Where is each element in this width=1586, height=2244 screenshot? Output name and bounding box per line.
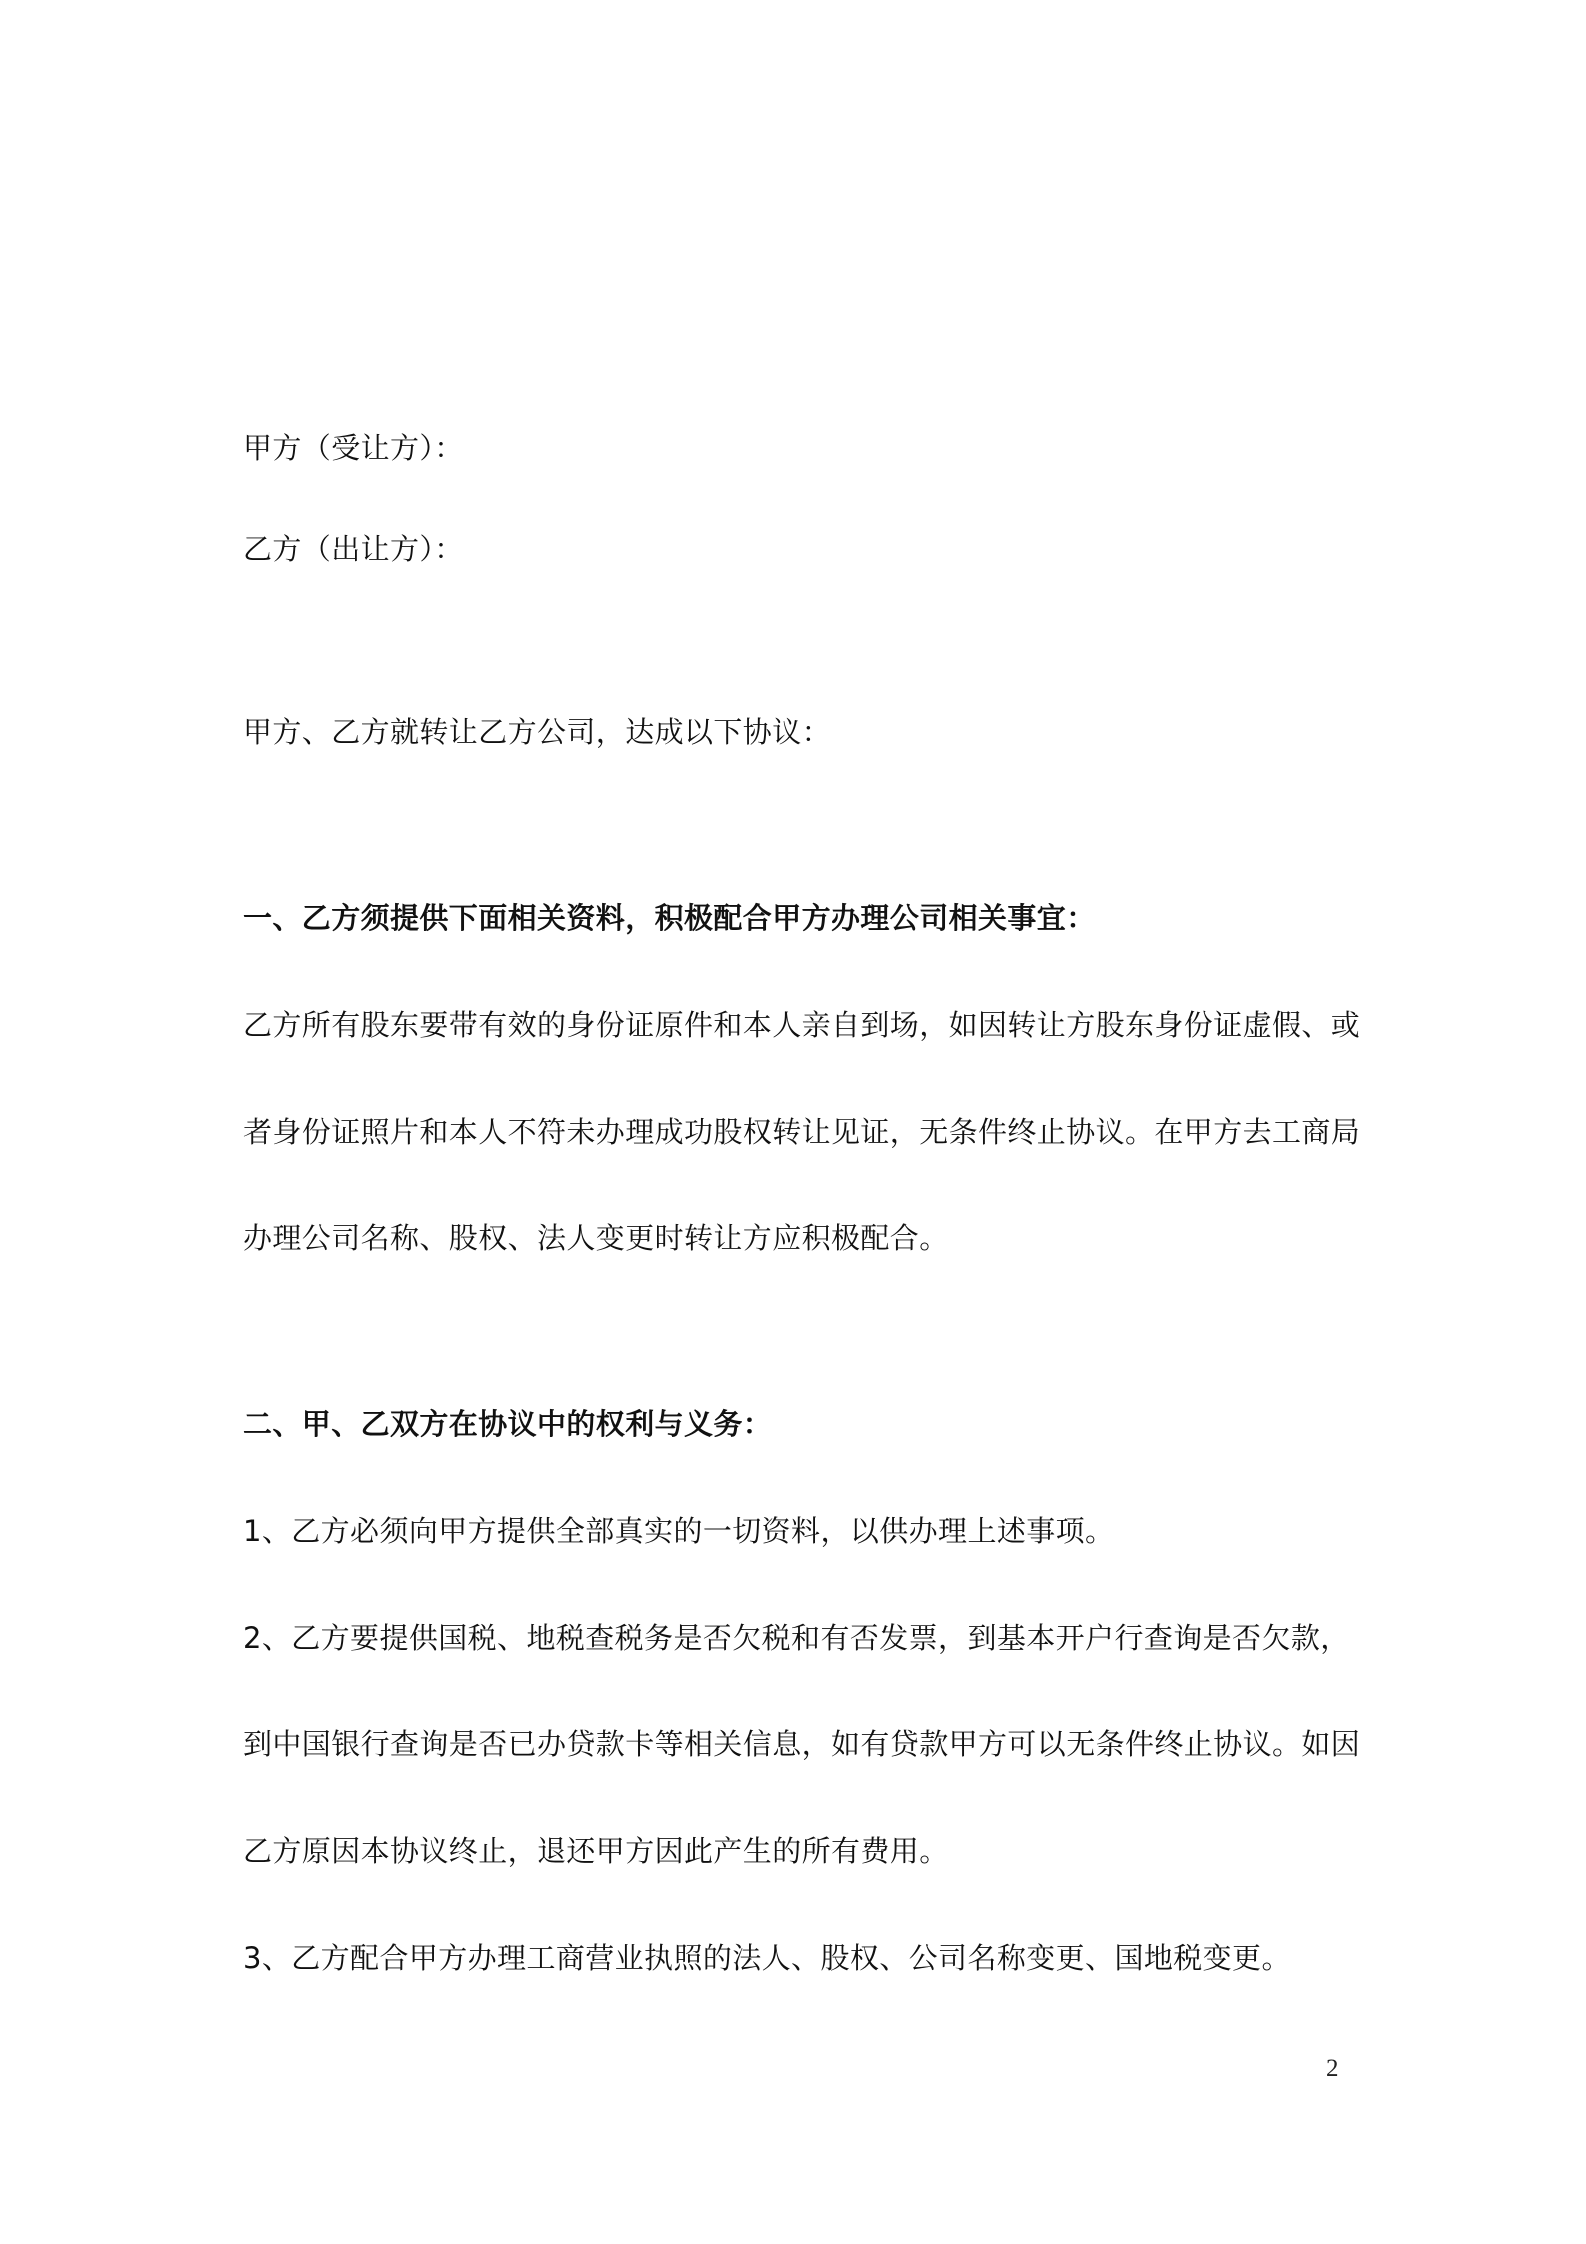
section-2-clause-2-line-3: 乙方原因本协议终止，退还甲方因此产生的所有费用。 <box>243 1834 949 1868</box>
section-1-line-3: 办理公司名称、股权、法人变更时转让方应积极配合。 <box>243 1221 949 1255</box>
intro-paragraph: 甲方、乙方就转让乙方公司，达成以下协议： <box>243 715 832 749</box>
section-2-clause-2-line-2: 到中国银行查询是否已办贷款卡等相关信息，如有贷款甲方可以无条件终止协议。如因 <box>243 1727 1361 1761</box>
party-b-line: 乙方（出让方）： <box>243 532 464 566</box>
party-a-line: 甲方（受让方）： <box>243 431 464 465</box>
section-2-clause-3: 3、乙方配合甲方办理工商营业执照的法人、股权、公司名称变更、国地税变更。 <box>243 1941 1291 1975</box>
section-1-line-2: 者身份证照片和本人不符未办理成功股权转让见证，无条件终止协议。在甲方去工商局 <box>243 1115 1361 1149</box>
section-2-heading: 二、甲、乙双方在协议中的权利与义务： <box>243 1407 773 1441</box>
section-2-clause-2-line-1: 2、乙方要提供国税、地税查税务是否欠税和有否发票，到基本开户行查询是否欠款， <box>243 1621 1350 1655</box>
section-2-clause-1: 1、乙方必须向甲方提供全部真实的一切资料，以供办理上述事项。 <box>243 1514 1115 1548</box>
section-1-line-1: 乙方所有股东要带有效的身份证原件和本人亲自到场，如因转让方股东身份证虚假、或 <box>243 1008 1361 1042</box>
page-number: 2 <box>1326 2055 1339 2082</box>
section-1-heading: 一、乙方须提供下面相关资料，积极配合甲方办理公司相关事宜： <box>243 901 1096 935</box>
